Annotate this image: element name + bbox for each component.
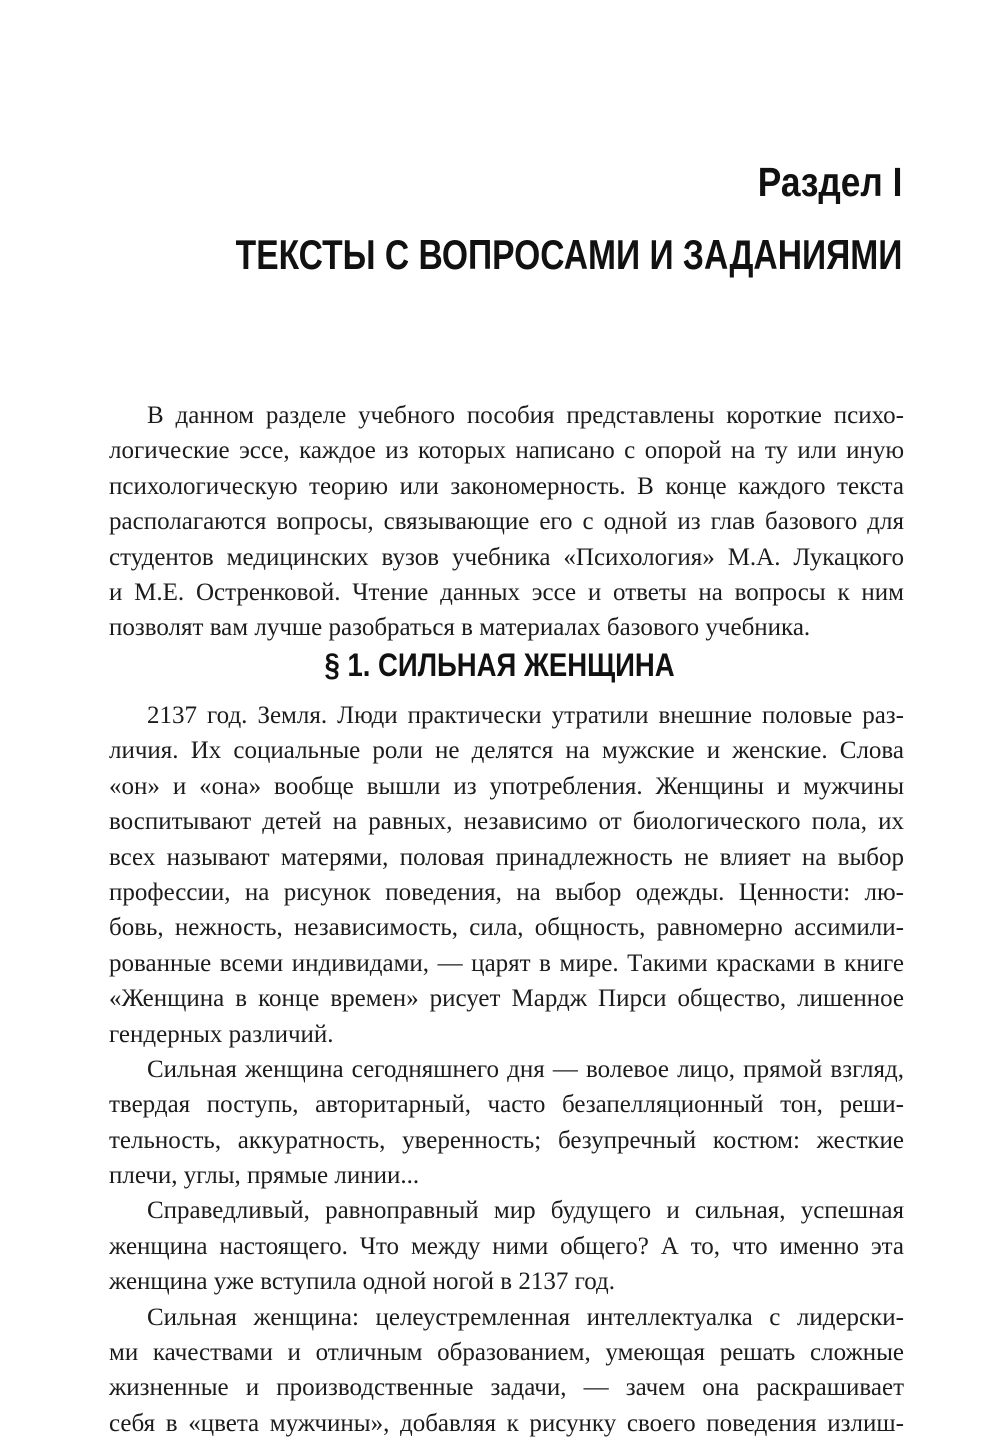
essay-text (109, 698, 904, 1441)
text-line: ми качествами и отличным образованием, умеющая решать сложные (109, 1339, 904, 1367)
text-line: женщина уже вступила одной ногой в 2137 год. (109, 1268, 615, 1296)
text-line: и М.Е. Остренковой. Чтение данных эссе и ответы на вопросы к ним (109, 578, 904, 606)
text-line: студентов медицинских вузов учебника «Психология» М.А. Лукацкого (109, 543, 904, 571)
text-line: профессии, на рисунок поведения, на выбор одежды. Ценности: лю- (109, 878, 904, 906)
text-line: В данном разделе учебного пособия представлены короткие психо- (147, 402, 904, 429)
text-line: твердая поступь, авторитарный, часто безапелляционный тон, реши- (109, 1091, 904, 1119)
text-line: рованные всеми индивидами, — царят в мире. Такими красками в книге (109, 949, 904, 977)
text-line: Справедливый, равноправный мир будущего и сильная, успешная (147, 1197, 904, 1225)
intro-paragraph (109, 398, 904, 646)
section-label: Раздел I (757, 159, 902, 205)
text-line: располагаются вопросы, связывающие его с одной из глав базового для (109, 508, 904, 536)
text-line: Сильная женщина: целеустремленная интеллектуалка с лидерски- (147, 1303, 904, 1331)
text-line: плечи, углы, прямые линии... (109, 1162, 420, 1190)
paragraph-heading (0, 640, 1000, 690)
text-line: жизненные и производственные задачи, — зачем она раскрашивает (109, 1374, 904, 1402)
text-line: себя в «цвета мужчины», добавляя к рисунку своего поведения излиш- (109, 1409, 904, 1437)
text-line: тельность, аккуратность, уверенность; безупречный костюм: жесткие (109, 1126, 904, 1154)
text-line: личия. Их социальные роли не делятся на мужские и женские. Слова (109, 737, 904, 765)
text-line: гендерных различий. (109, 1020, 334, 1048)
text-line: женщина настоящего. Что между ними общего? А то, что именно эта (109, 1232, 904, 1260)
text-line: 2137 год. Земля. Люди практически утратили внешние половые раз- (147, 702, 904, 729)
text-line: логические эссе, каждое из которых написано с опорой на ту или иную (109, 437, 904, 465)
text-line: всех называют матерями, половая принадлежность не влияет на выбор (109, 843, 904, 871)
text-line: психологическую теорию или закономерность. В конце каждого текста (109, 472, 904, 500)
section-title: ТЕКСТЫ С ВОПРОСАМИ И ЗАДАНИЯМИ (235, 231, 902, 278)
text-line: бовь, нежность, независимость, сила, общность, равномерно ассимили- (109, 914, 904, 942)
text-line: воспитывают детей на равных, независимо от биологического пола, их (109, 808, 904, 836)
text-line: Сильная женщина сегодняшнего дня — волевое лицо, прямой взгляд, (147, 1055, 904, 1083)
section-header (69, 152, 902, 286)
paragraph-heading-text: § 1. СИЛЬНАЯ ЖЕНЩИНА (324, 647, 676, 683)
text-line: «Женщина в конце времен» рисует Мардж Пирси общество, лишенное (109, 985, 904, 1013)
text-line: «он» и «она» вообще вышли из употребления. Женщины и мужчины (109, 772, 904, 800)
text-line: позволят вам лучше разобраться в материалах базового учебника. (109, 614, 811, 642)
